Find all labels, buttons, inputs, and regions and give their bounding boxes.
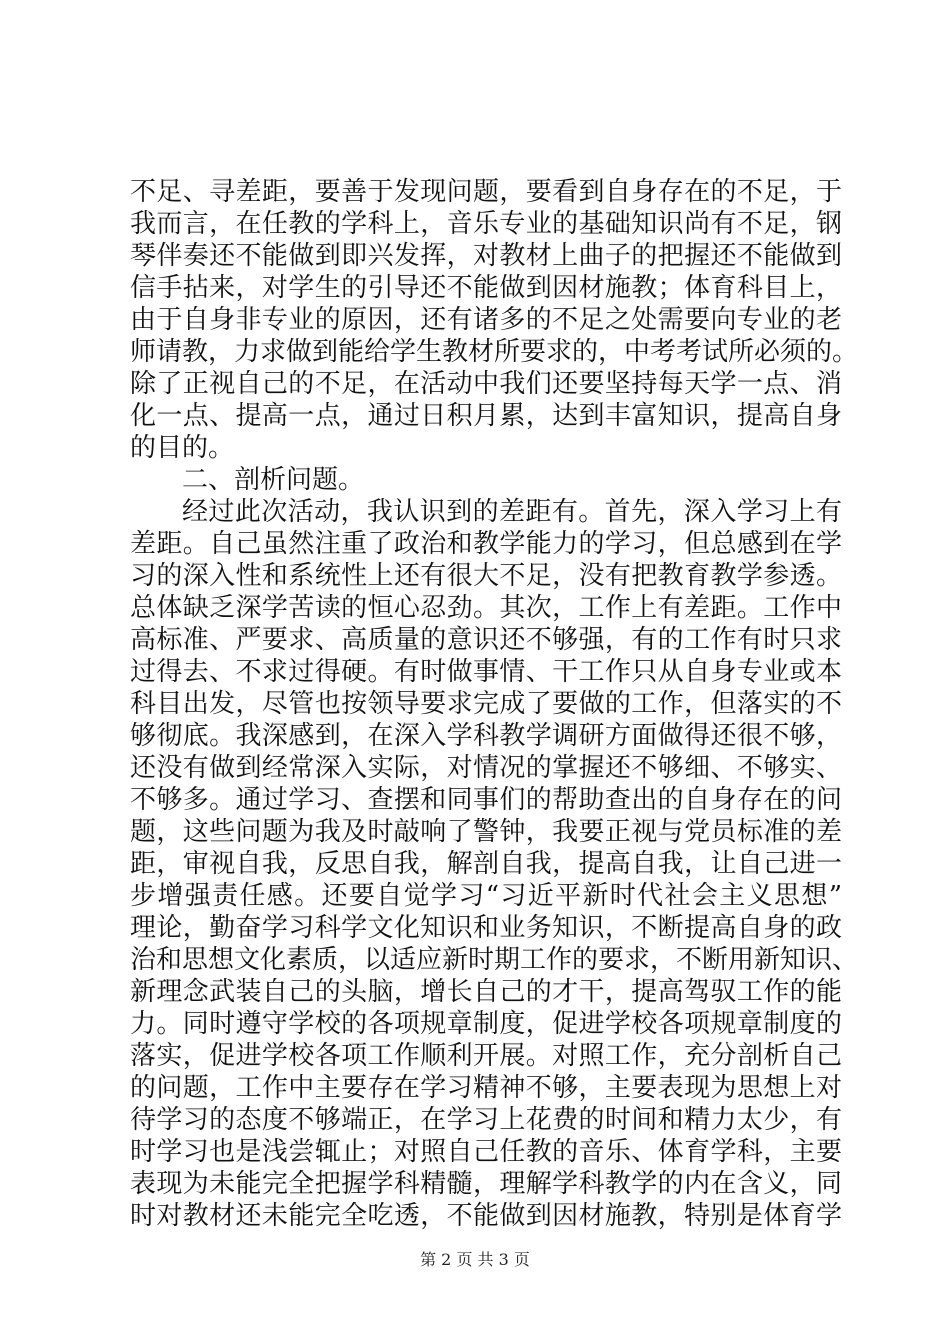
text-line: 化一点、提高一点，通过日积月累，达到丰富知识，提高自身: [130, 401, 842, 431]
text-line: 师请教，力求做到能给学生教材所要求的，中考考试所必须的。: [130, 337, 859, 367]
text-line: 科目出发，尽管也按领导要求完成了要做的工作，但落实的不: [130, 689, 842, 719]
text-line: 表现为未能完全把握学科精髓，理解学科教学的内在含义，同: [130, 1169, 842, 1199]
text-line: 信手拈来，对学生的引导还不能做到因材施教；体育科目上，: [130, 273, 842, 303]
text-line: 过得去、不求过得硬。有时做事情、干工作只从自身专业或本: [130, 657, 842, 687]
text-line: 我而言，在任教的学科上，音乐专业的基础知识尚有不足，钢: [130, 209, 842, 239]
text-line: 待学习的态度不够端正，在学习上花费的时间和精力太少，有: [130, 1105, 842, 1135]
text-line: 不足、寻差距，要善于发现问题，要看到自身存在的不足，于: [130, 177, 842, 207]
text-line: 差距。自己虽然注重了政治和教学能力的学习，但总感到在学: [130, 529, 842, 559]
text-line: 习的深入性和系统性上还有很大不足，没有把教育教学参透。: [130, 561, 842, 591]
text-line: 时学习也是浅尝辄止；对照自己任教的音乐、体育学科，主要: [130, 1137, 842, 1167]
text-line: 琴伴奏还不能做到即兴发挥，对教材上曲子的把握还不能做到: [130, 241, 842, 271]
text-line: 不够多。通过学习、查摆和同事们的帮助查出的自身存在的问: [130, 785, 842, 815]
document-body: [130, 176, 859, 1232]
page-number-footer: 第 2 页 共 3 页: [420, 1250, 530, 1269]
text-line: 还没有做到经常深入实际，对情况的掌握还不够细、不够实、: [130, 753, 842, 783]
text-line: 理论，勤奋学习科学文化知识和业务知识，不断提高自身的政: [130, 913, 842, 943]
text-line: 的目的。: [130, 433, 235, 463]
text-line: 时对教材还未能完全吃透，不能做到因材施教，特别是体育学: [130, 1201, 842, 1231]
text-line: 治和思想文化素质，以适应新时期工作的要求，不断用新知识、: [130, 945, 859, 975]
text-line: 力。同时遵守学校的各项规章制度，促进学校各项规章制度的: [130, 1009, 842, 1039]
text-line: 题，这些问题为我及时敲响了警钟，我要正视与党员标准的差: [130, 817, 842, 847]
section-heading: 二、剖析问题。: [182, 465, 365, 495]
text-line: 落实，促进学校各项工作顺利开展。对照工作，充分剖析自己: [130, 1041, 842, 1071]
text-line: 高标准、严要求、高质量的意识还不够强，有的工作有时只求: [130, 625, 842, 655]
text-line: 新理念武装自己的头脑，增长自己的才干，提高驾驭工作的能: [130, 977, 842, 1007]
text-line: 步增强责任感。还要自觉学习“习近平新时代社会主义思想”: [130, 881, 842, 911]
text-line: 除了正视自己的不足，在活动中我们还要坚持每天学一点、消: [130, 369, 842, 399]
text-line: 距，审视自我，反思自我，解剖自我，提高自我，让自己进一: [130, 849, 842, 879]
text-line: 由于自身非专业的原因，还有诸多的不足之处需要向专业的老: [130, 305, 842, 335]
text-line: 总体缺乏深学苦读的恒心忍劲。其次，工作上有差距。工作中: [130, 593, 842, 623]
text-line: 的问题，工作中主要存在学习精神不够，主要表现为思想上对: [130, 1073, 842, 1103]
paragraph-first-line: 经过此次活动，我认识到的差距有。首先，深入学习上有: [182, 497, 842, 527]
text-line: 够彻底。我深感到，在深入学科教学调研方面做得还很不够，: [130, 721, 842, 751]
